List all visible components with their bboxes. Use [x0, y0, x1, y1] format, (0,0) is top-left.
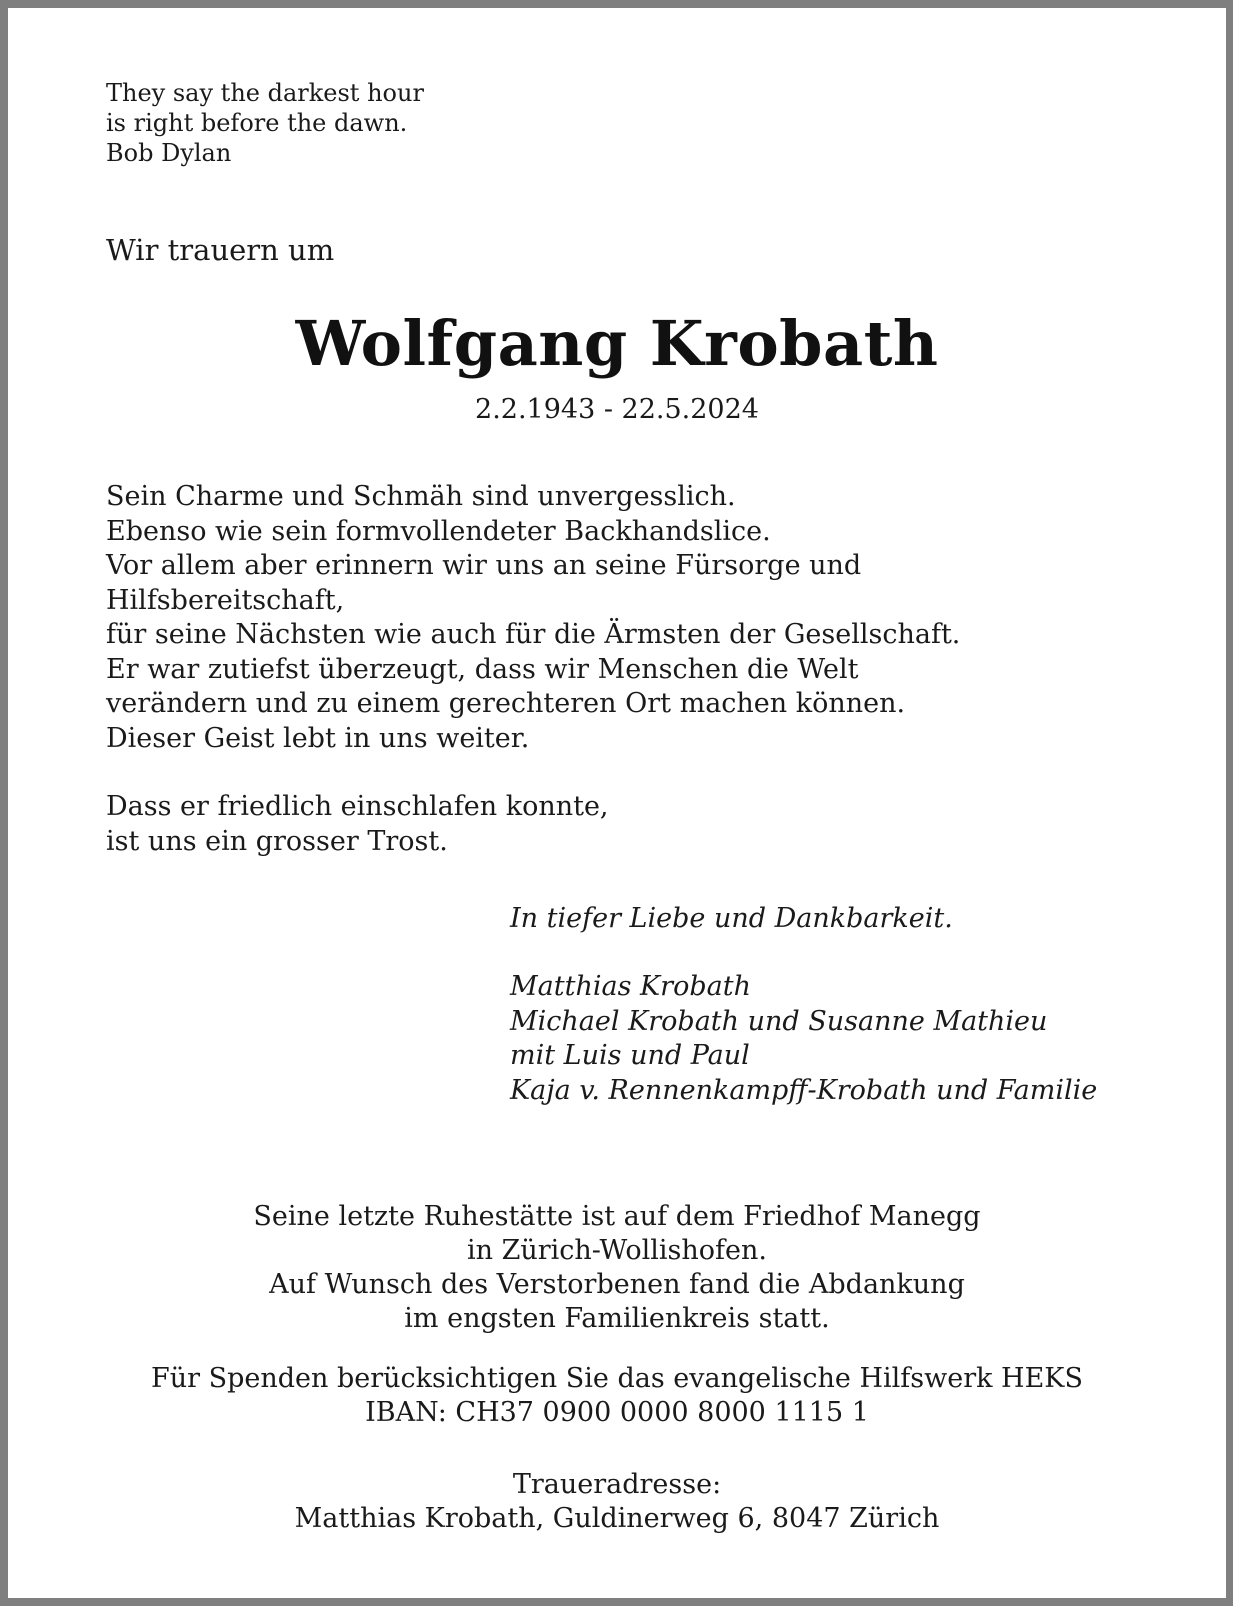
mourner-name: Matthias Krobath	[510, 971, 751, 1002]
donation-info	[8, 1362, 1226, 1430]
obituary-page	[8, 8, 1226, 1598]
quote-line: They say the darkest hour	[106, 79, 424, 107]
tribute-line: Sein Charme und Schmäh sind unvergesslich.	[106, 481, 736, 512]
resting-place-info	[8, 1200, 1226, 1336]
mourner-name: mit Luis und Paul	[510, 1040, 750, 1071]
mourner-name: Kaja v. Rennenkampff-Krobath und Familie	[510, 1074, 1098, 1106]
address-label: Traueradresse:	[512, 1469, 722, 1500]
resting-place-line: im engsten Familienkreis statt.	[404, 1303, 830, 1334]
resting-place-line: in Zürich-Wollishofen.	[467, 1235, 767, 1266]
epigraph-quote	[106, 78, 424, 168]
deceased-name: Wolfgang Krobath	[295, 307, 939, 380]
life-dates: 2.2.1943 - 22.5.2024	[475, 394, 759, 425]
tribute-line: Ebenso wie sein formvollendeter Backhandslice.	[106, 515, 771, 547]
intro-text: Wir trauern um	[106, 233, 335, 267]
tribute-line: für seine Nächsten wie auch für die Ärmsten der Gesellschaft.	[106, 619, 961, 650]
iban-line: IBAN: CH37 0900 0000 8000 1115 1	[365, 1397, 869, 1428]
comfort-line: Dass er friedlich einschlafen konnte,	[106, 791, 609, 822]
donation-line: Für Spenden berücksichtigen Sie das evangelische Hilfswerk HEKS	[151, 1363, 1083, 1394]
tribute-line: verändern und zu einem gerechteren Ort machen können.	[106, 688, 906, 719]
quote-line: is right before the dawn.	[106, 109, 408, 137]
quote-author: Bob Dylan	[106, 139, 232, 167]
tribute-line: Dieser Geist lebt in uns weiter.	[106, 722, 530, 754]
tribute-line: Er war zutiefst überzeugt, dass wir Menschen die Welt	[106, 653, 859, 685]
mourners-list	[510, 970, 1097, 1108]
comfort-text	[106, 790, 609, 859]
tribute-text	[106, 480, 1156, 756]
mourning-address	[8, 1468, 1226, 1536]
resting-place-line: Seine letzte Ruhestätte ist auf dem Friedhof Manegg	[253, 1201, 981, 1232]
mourner-name: Michael Krobath und Susanne Mathieu	[510, 1005, 1048, 1037]
signoff-text: In tiefer Liebe und Dankbarkeit.	[510, 903, 953, 934]
comfort-line: ist uns ein grosser Trost.	[106, 825, 448, 857]
address-value: Matthias Krobath, Guldinerweg 6, 8047 Zürich	[294, 1503, 940, 1534]
tribute-line: Hilfsbereitschaft,	[106, 584, 345, 616]
tribute-line: Vor allem aber erinnern wir uns an seine Fürsorge und	[106, 550, 862, 581]
resting-place-line: Auf Wunsch des Verstorbenen fand die Abdankung	[269, 1269, 965, 1300]
